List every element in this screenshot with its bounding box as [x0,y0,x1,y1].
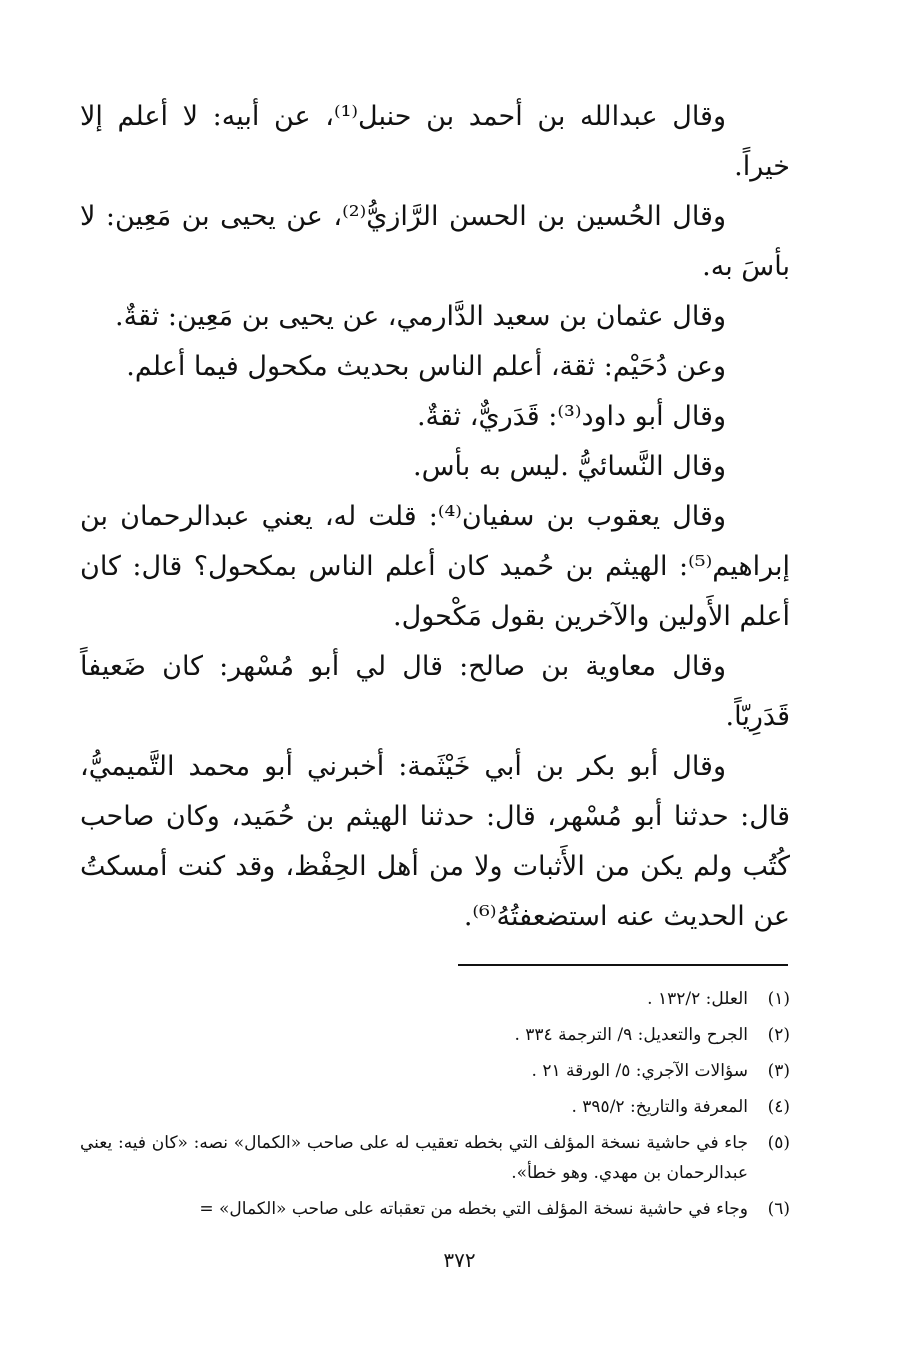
footnote-number: (٢) [767,1025,790,1045]
footnote-text: سؤالات الآجري: ٥/ الورقة ٢١ . [531,1061,748,1081]
paragraph: وقال أبو داود⁽³⁾: قَدَريٌّ، ثقةٌ. [416,401,726,432]
footnote-divider [458,964,788,966]
footnote-number: (٣) [767,1061,790,1081]
paragraph: وقال الحُسين بن الحسن الرَّازيُّ⁽²⁾، عن يحيى بن مَعِين: لا بأسَ به. [80,201,790,282]
paragraph: وقال أبو بكر بن أبي خَيْثَمة: أخبرني أبو محمد التَّميميُّ، قال: حدثنا أبو مُسْهر، قال: حدثنا الهيثم بن حُمَيد، وكان صاحب كُتُب ولم يكن من الأَثبات ولا من أهل الحِفْظ، وقد كنت أمسكتُ عن الحديث عنه استضعفتُهُ⁽⁶⁾. [80,751,790,932]
paragraph: وقال معاوية بن صالح: قال لي أبو مُسْهر: كان ضَعيفاً قَدَرِيّاً. [80,651,790,732]
paragraph: وقال يعقوب بن سفيان⁽⁴⁾: قلت له، يعني عبدالرحمان بن إبراهيم⁽⁵⁾: الهيثم بن حُميد كان أعلم الناس بمكحول؟ قال: كان أعلم الأَولين والآخرين بقول مَكْحول. [80,501,790,632]
footnote-text: الجرح والتعديل: ٩/ الترجمة ٣٣٤ . [514,1025,748,1045]
footnote [80,1128,790,1188]
footnote-text: جاء في حاشية نسخة المؤلف التي بخطه تعقيب له على صاحب «الكمال» نصه: «كان فيه: يعني عبدالرحمان بن مهدي. وهو خطأ». [80,1133,748,1183]
paragraph: وقال النَّسائيُّ .ليس به بأس. [413,451,726,482]
footnote-text: المعرفة والتاريخ: ٣٩٥/٢ . [571,1097,748,1117]
footnote [80,984,790,1014]
footnote [80,1092,790,1122]
paragraph: وعن دُحَيْم: ثقة، أعلم الناس بحديث مكحول فيما أعلم. [126,351,726,382]
footnote-number: (٤) [767,1097,790,1117]
footnote-text: العلل: ١٣٢/٢ . [647,989,748,1009]
footnote-number: (١) [767,989,790,1009]
footnote [80,1020,790,1050]
footnote-text: وجاء في حاشية نسخة المؤلف التي بخطه من تعقباته على صاحب «الكمال» = [199,1199,748,1219]
footnote [80,1194,790,1224]
page-number: ٣٧٢ [443,1248,476,1272]
footnote-number: (٦) [767,1199,790,1219]
footnote [80,1056,790,1086]
footnote-number: (٥) [767,1133,790,1153]
paragraph: وقال عبدالله بن أحمد بن حنبل⁽¹⁾، عن أبيه: لا أعلم إلا خيراً. [80,101,790,182]
footnotes [80,984,790,1230]
paragraph: وقال عثمان بن سعيد الدَّارمي، عن يحيى بن مَعِين: ثقةٌ. [115,301,726,332]
main-text [80,92,790,942]
